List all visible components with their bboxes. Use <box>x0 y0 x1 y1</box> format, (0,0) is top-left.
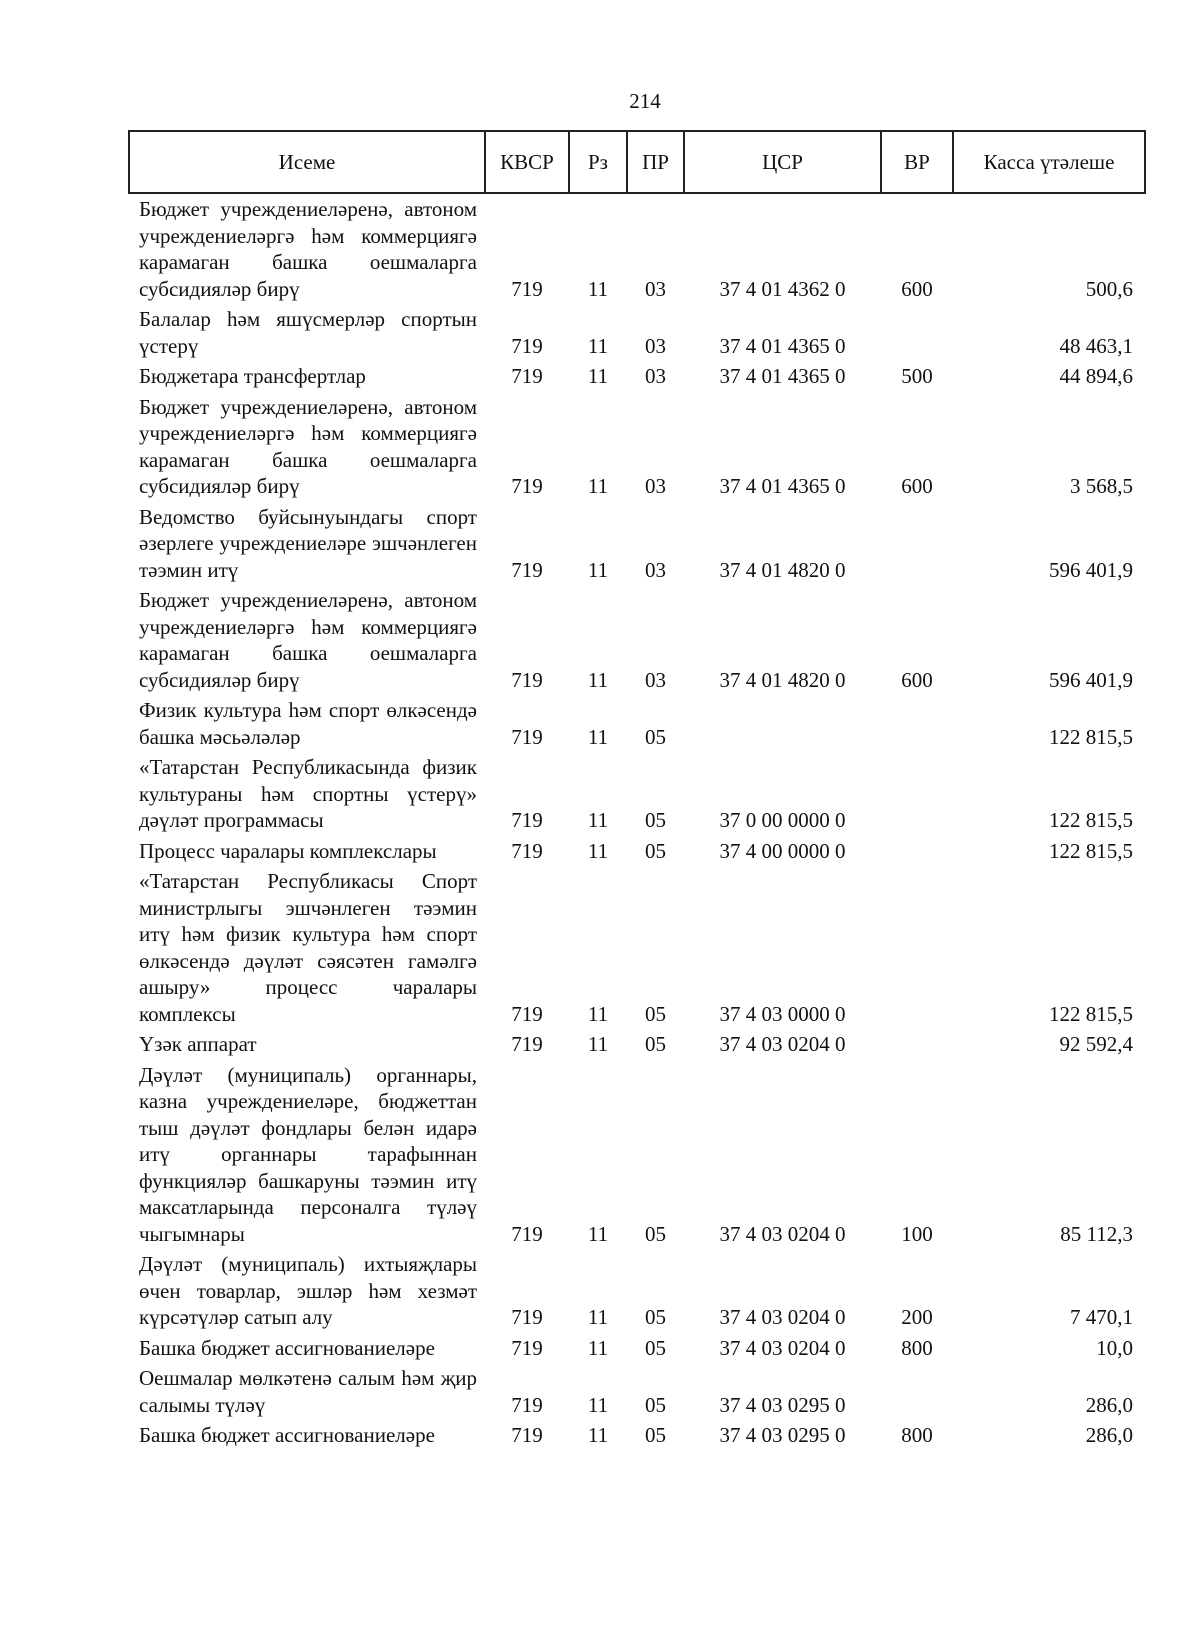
table-header <box>129 131 1145 193</box>
cell-kassa: 286,0 <box>1085 1392 1133 1417</box>
header-name: Исеме <box>129 131 485 193</box>
cell-kvsr: 719 <box>511 333 543 358</box>
cell-kassa: 122 815,5 <box>1049 808 1133 832</box>
cell-csr: 37 4 03 0204 0 <box>719 1335 846 1360</box>
header-row <box>129 131 1145 193</box>
cell-rz: 11 <box>587 724 609 749</box>
table-row <box>129 1060 1145 1250</box>
cell-vr <box>881 752 953 836</box>
cell-name: «Татарстан Республикасы Спорт министрлыгы эшчәнлеген тәэмин итү һәм физик культура һәм спорт өлкәсендә дәүләт сәясәтен гамәлгә ашыру» процесс чаралары комплексы <box>139 869 477 1026</box>
cell-pr: 03 <box>645 557 666 582</box>
cell-csr: 37 4 03 0204 0 <box>719 1305 846 1329</box>
table-row <box>129 585 1145 695</box>
cell-rz: 11 <box>587 333 609 358</box>
cell-kvsr: 719 <box>511 557 543 582</box>
cell-pr: 05 <box>645 838 666 863</box>
cell-name: Оешмалар мөлкәтенә салым һәм җир салымы түләү <box>139 1366 477 1417</box>
cell-pr: 05 <box>645 1335 666 1360</box>
cell-vr: 200 <box>901 1305 933 1329</box>
cell-vr <box>881 695 953 752</box>
cell-name: Дәүләт (муниципаль) органнары, казна учреждениеләре, бюджеттан тыш дәүләт фондлары белән идарә итү органнары тарафыннан функцияләр башкаруны тәэмин итү максатларында персоналга түләү чыгымнары <box>139 1062 477 1246</box>
cell-vr: 100 <box>901 1221 933 1246</box>
cell-name: Физик культура һәм спорт өлкәсендә башка мәсьәләләр <box>139 698 477 749</box>
table-row <box>129 1333 1145 1364</box>
cell-rz: 11 <box>587 557 609 582</box>
cell-pr: 05 <box>645 1032 666 1056</box>
cell-rz: 11 <box>587 1221 609 1246</box>
table-row <box>129 695 1145 752</box>
cell-kassa: 122 815,5 <box>1049 838 1133 863</box>
table-row <box>129 304 1145 361</box>
cell-vr: 600 <box>901 276 933 301</box>
cell-rz: 11 <box>587 1001 609 1026</box>
cell-pr: 05 <box>645 1423 666 1447</box>
cell-rz: 11 <box>587 1335 609 1360</box>
cell-kassa: 10,0 <box>1096 1335 1133 1360</box>
table-row <box>129 1363 1145 1420</box>
page-number: 214 <box>629 89 661 113</box>
cell-pr: 03 <box>645 333 666 358</box>
cell-rz: 11 <box>587 474 609 498</box>
table-row <box>129 752 1145 836</box>
cell-pr: 03 <box>645 667 666 692</box>
header-rz: Рз <box>569 131 627 193</box>
cell-csr: 37 4 01 4365 0 <box>719 474 846 498</box>
cell-vr: 800 <box>901 1335 933 1360</box>
cell-pr: 05 <box>645 808 666 832</box>
cell-pr: 05 <box>645 1001 666 1026</box>
cell-csr: 37 4 03 0204 0 <box>719 1221 846 1246</box>
cell-kassa: 92 592,4 <box>1059 1032 1133 1056</box>
cell-kvsr: 719 <box>511 276 543 301</box>
cell-rz: 11 <box>587 1032 609 1056</box>
cell-name: Ведомство буйсынуындагы спорт әзерлеге учреждениеләре эшчәнлеген тәэмин итү <box>139 504 477 582</box>
cell-name: Бюджетара трансфертлар <box>139 364 366 388</box>
cell-name: Бюджет учреждениеләренә, автоном учреждениеләргә һәм коммерциягә карамаган башка оешмаларга субсидияләр бирү <box>139 197 477 301</box>
cell-kassa: 122 815,5 <box>1049 1001 1133 1026</box>
header-csr: ЦСР <box>684 131 881 193</box>
cell-vr: 800 <box>901 1423 933 1447</box>
table-row <box>129 1249 1145 1333</box>
table-row <box>129 502 1145 586</box>
cell-csr: 37 4 00 0000 0 <box>719 838 846 863</box>
cell-name: Бюджет учреждениеләренә, автоном учреждениеләргә һәм коммерциягә карамаган башка оешмаларга субсидияләр бирү <box>139 588 477 692</box>
table-row <box>129 866 1145 1029</box>
cell-pr: 05 <box>645 1305 666 1329</box>
cell-rz: 11 <box>587 808 609 832</box>
cell-rz: 11 <box>587 1392 609 1417</box>
cell-kvsr: 719 <box>511 1335 543 1360</box>
cell-rz: 11 <box>587 667 609 692</box>
cell-name: Дәүләт (муниципаль) ихтыяҗлары өчен товарлар, эшләр һәм хезмәт күрсәтүләр сатып алу <box>139 1252 477 1329</box>
table-body <box>129 193 1145 1451</box>
cell-kvsr: 719 <box>511 1032 543 1056</box>
header-pr: ПР <box>627 131 684 193</box>
cell-kvsr: 719 <box>511 364 543 388</box>
table-row <box>129 1420 1145 1451</box>
cell-pr: 05 <box>645 1221 666 1246</box>
cell-kassa: 3 568,5 <box>1070 474 1133 498</box>
cell-kassa: 596 401,9 <box>1049 557 1133 582</box>
cell-vr <box>881 304 953 361</box>
cell-kvsr: 719 <box>511 474 543 498</box>
budget-table <box>128 130 1146 1451</box>
cell-name: Башка бюджет ассигнованиеләре <box>139 1335 435 1360</box>
cell-kvsr: 719 <box>511 1001 543 1026</box>
cell-vr <box>881 1029 953 1060</box>
cell-csr: 37 4 01 4820 0 <box>719 557 846 582</box>
header-vr: ВР <box>881 131 953 193</box>
cell-vr <box>881 502 953 586</box>
cell-kassa: 122 815,5 <box>1049 724 1133 749</box>
cell-rz: 11 <box>587 1305 609 1329</box>
cell-vr: 600 <box>901 667 933 692</box>
cell-csr: 37 4 03 0295 0 <box>719 1423 846 1447</box>
cell-csr: 37 4 01 4365 0 <box>719 364 846 388</box>
cell-pr: 05 <box>645 724 666 749</box>
cell-pr: 05 <box>645 1392 666 1417</box>
cell-kvsr: 719 <box>511 724 543 749</box>
cell-name: Процесс чаралары комплекслары <box>139 838 437 863</box>
table-row <box>129 193 1145 304</box>
cell-kvsr: 719 <box>511 1221 543 1246</box>
cell-csr: 37 4 01 4365 0 <box>719 333 846 358</box>
table-row <box>129 836 1145 867</box>
cell-kvsr: 719 <box>511 667 543 692</box>
cell-vr: 500 <box>901 364 933 388</box>
cell-kvsr: 719 <box>511 808 543 832</box>
cell-kassa: 500,6 <box>1085 276 1133 301</box>
header-kassa: Касса үтәлеше <box>953 131 1145 193</box>
cell-csr: 37 0 00 0000 0 <box>719 808 846 832</box>
cell-csr: 37 4 03 0295 0 <box>719 1392 846 1417</box>
cell-kassa: 48 463,1 <box>1059 333 1133 358</box>
cell-pr: 03 <box>645 276 666 301</box>
cell-csr: 37 4 01 4820 0 <box>719 667 846 692</box>
cell-vr: 600 <box>901 474 933 498</box>
cell-kassa: 7 470,1 <box>1070 1305 1133 1329</box>
cell-name: Бюджет учреждениеләренә, автоном учреждениеләргә һәм коммерциягә карамаган башка оешмаларга субсидияләр бирү <box>139 394 477 498</box>
cell-name: Үзәк аппарат <box>139 1032 257 1056</box>
cell-rz: 11 <box>587 364 609 388</box>
table-row <box>129 392 1145 502</box>
cell-kassa: 286,0 <box>1085 1423 1133 1447</box>
cell-name: Балалар һәм яшүсмерләр спортын үстерү <box>139 307 477 358</box>
budget-table-container <box>128 130 1133 1451</box>
cell-kassa: 596 401,9 <box>1049 667 1133 692</box>
cell-csr: 37 4 03 0000 0 <box>719 1001 846 1026</box>
cell-kvsr: 719 <box>511 838 543 863</box>
table-row <box>129 361 1145 392</box>
cell-kassa: 85 112,3 <box>1060 1221 1133 1246</box>
cell-name: Башка бюджет ассигнованиеләре <box>139 1423 435 1447</box>
header-kvsr: КВСР <box>485 131 569 193</box>
cell-rz: 11 <box>587 838 609 863</box>
cell-kvsr: 719 <box>511 1305 543 1329</box>
cell-kvsr: 719 <box>511 1423 543 1447</box>
cell-name: «Татарстан Республикасында физик культураны һәм спортны үстерү» дәүләт программасы <box>139 755 477 832</box>
cell-csr: 37 4 01 4362 0 <box>719 276 846 301</box>
cell-vr <box>881 866 953 1029</box>
cell-rz: 11 <box>587 276 609 301</box>
cell-rz: 11 <box>587 1423 609 1447</box>
cell-csr <box>684 695 881 752</box>
cell-pr: 03 <box>645 474 666 498</box>
cell-vr <box>881 836 953 867</box>
cell-kvsr: 719 <box>511 1392 543 1417</box>
cell-pr: 03 <box>645 364 666 388</box>
table-row <box>129 1029 1145 1060</box>
cell-vr <box>881 1363 953 1420</box>
cell-kassa: 44 894,6 <box>1059 364 1133 388</box>
cell-csr: 37 4 03 0204 0 <box>719 1032 846 1056</box>
